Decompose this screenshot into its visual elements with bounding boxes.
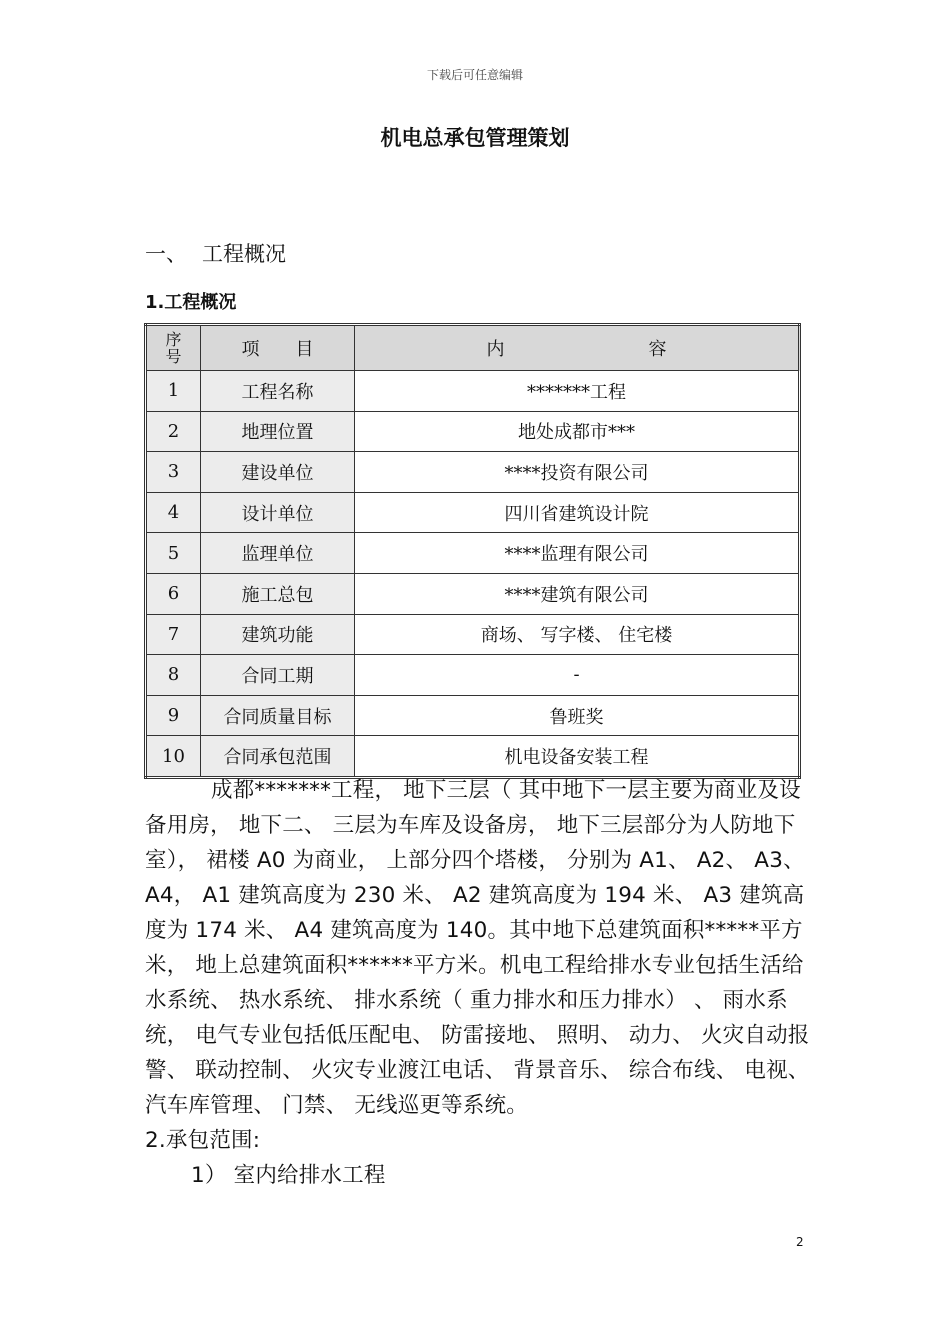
row-item: 合同承包范围 (201, 736, 355, 778)
table-row (146, 533, 800, 574)
row-item: 监理单位 (201, 533, 355, 574)
row-content: - (355, 655, 800, 696)
row-item: 地理位置 (201, 411, 355, 452)
table-row (146, 411, 800, 452)
row-content: 商场、 写字楼、 住宅楼 (355, 614, 800, 655)
row-seq: 7 (146, 614, 201, 655)
row-content: ****投资有限公司 (355, 452, 800, 493)
row-seq: 2 (146, 411, 201, 452)
row-seq: 3 (146, 452, 201, 493)
table-row (146, 492, 800, 533)
table-row (146, 573, 800, 614)
page-number: 2 (796, 1235, 804, 1249)
row-content: 机电设备安装工程 (355, 736, 800, 778)
scope-item: 1） 室内给排水工程 (191, 1163, 386, 1188)
row-seq: 5 (146, 533, 201, 574)
row-content: 鲁班奖 (355, 695, 800, 736)
table-row (146, 614, 800, 655)
row-item: 合同质量目标 (201, 695, 355, 736)
row-content: *******工程 (355, 371, 800, 412)
row-seq: 4 (146, 492, 201, 533)
row-seq: 1 (146, 371, 201, 412)
table-row (146, 452, 800, 493)
scope-heading: 2.承包范围: (145, 1128, 261, 1153)
table-row (146, 371, 800, 412)
row-content: 四川省建筑设计院 (355, 492, 800, 533)
row-seq: 9 (146, 695, 201, 736)
section-number: 一、 (145, 242, 187, 266)
project-overview-table (144, 323, 801, 779)
header-note: 下载后可任意编辑 (426, 68, 523, 82)
row-item: 建筑功能 (201, 614, 355, 655)
row-item: 建设单位 (201, 452, 355, 493)
subsection-heading: 1.工程概况 (145, 292, 237, 313)
header-content: 内 容 (355, 325, 800, 371)
document-title: 机电总承包管理策划 (380, 126, 570, 150)
row-item: 施工总包 (201, 573, 355, 614)
row-item: 设计单位 (201, 492, 355, 533)
row-seq: 10 (146, 736, 201, 778)
row-content: 地处成都市*** (355, 411, 800, 452)
header-seq: 序号 (146, 325, 201, 371)
header-item: 项 目 (201, 325, 355, 371)
table-row (146, 695, 800, 736)
overview-paragraph: 成都*******工程， 地下三层（ 其中地下一层主要为商业及设备用房， 地下二、 三层为车库及设备房， 地下三层部分为人防地下室）， 裙楼 A0 为商业， 上部分四个塔楼， 分别为 A1、 A2、 A3、 A4， A1 建筑高度为 230 米、 A2 建筑高度为 194 米、 A3 建筑高度为 174 米、 A4 建筑高度为 140。其中地下总建筑面积*****平方米， 地上总建筑面积******平方米。机电工程给排水专业包括生活给水系统、 热水系统、 排水系统（ 重力排水和压力排水） 、 雨水系统， 电气专业包括低压配电、 防雷接地、 照明、 动力、 火灾自动报警、 联动控制、 火灾专业渡江电话、 背景音乐、 综合布线、 电视、 汽车库管理、 门禁、 无线巡更等系统。 (145, 778, 810, 1118)
row-item: 合同工期 (201, 655, 355, 696)
section-label: 工程概况 (202, 242, 286, 266)
row-seq: 6 (146, 573, 201, 614)
table-header-row (146, 325, 800, 371)
table-row (146, 736, 800, 778)
row-content: ****建筑有限公司 (355, 573, 800, 614)
row-seq: 8 (146, 655, 201, 696)
row-content: ****监理有限公司 (355, 533, 800, 574)
body-text (145, 773, 810, 1193)
table-row (146, 655, 800, 696)
section-heading (145, 238, 286, 268)
row-item: 工程名称 (201, 371, 355, 412)
